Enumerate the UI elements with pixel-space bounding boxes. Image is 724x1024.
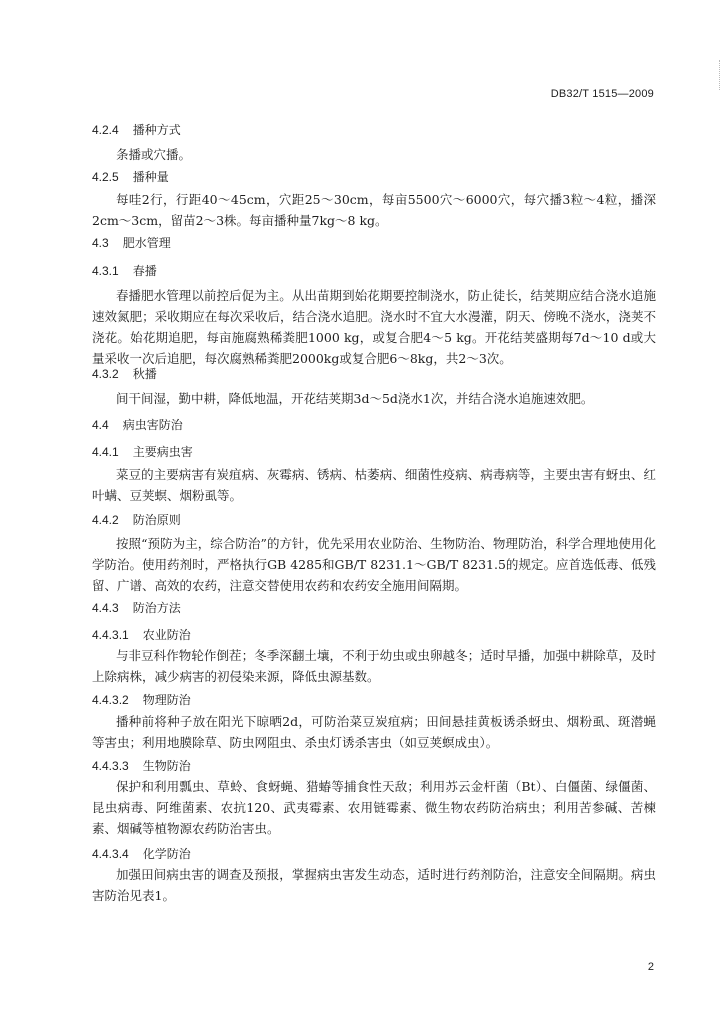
paragraph: 与非豆科作物轮作倒茬；冬季深翻土壤，不利于幼虫或虫卵越冬；适时早播，加强中耕除草，及时上除病株，减少病害的初侵染来源，降低虫源基数。 bbox=[92, 648, 656, 684]
paragraph: 条播或穴播。 bbox=[116, 147, 192, 162]
section-number: 4.4.3.4 bbox=[92, 847, 129, 861]
paragraph: 春播肥水管理以前控后促为主。从出苗期到始花期要控制浇水，防止徒长，结荚期应结合浇水追施速效氮肥；采收期应在每次采收后，结合浇水追肥。浇水时不宜大水漫灌，阴天、傍晚不浇水，浇荚不浇花。始花期追肥，每亩施腐熟稀粪肥1000 kg，或复合肥4～5 kg。开花结荚盛期每7d～10 d或大量采收一次后追肥，每次腐熟稀粪肥2000kg或复合肥6～8kg，共2～3次。 bbox=[92, 288, 656, 366]
section-heading bbox=[92, 365, 157, 382]
section-heading bbox=[92, 234, 171, 251]
section-title: 防治原则 bbox=[132, 513, 181, 527]
section-heading bbox=[92, 691, 191, 708]
section-title: 主要病虫害 bbox=[132, 445, 193, 459]
section-heading bbox=[92, 626, 191, 643]
paragraph: 按照“预防为主，综合防治”的方针，优先采用农业防治、生物防治、物理防治，科学合理地使用化学防治。使用药剂时，严格执行GB 4285和GB/T 8231.1～GB/T 8231.5的规定。应首选低毒、低残留、广谱、高效的农药，注意交替使用农药和农药安全施用间隔期。 bbox=[92, 536, 656, 593]
section-heading bbox=[92, 511, 181, 528]
section-heading bbox=[92, 599, 181, 616]
section-title: 农业防治 bbox=[142, 628, 191, 642]
section-heading bbox=[92, 416, 183, 433]
section-heading bbox=[92, 168, 169, 185]
section-heading bbox=[92, 443, 193, 460]
section-number: 4.4.1 bbox=[92, 445, 119, 459]
section-title: 播种方式 bbox=[132, 123, 181, 137]
section-title: 防治方法 bbox=[132, 601, 181, 615]
section-title: 春播 bbox=[132, 264, 157, 278]
section-number: 4.4.3.1 bbox=[92, 628, 129, 642]
section-number: 4.3 bbox=[92, 236, 109, 250]
section-title: 物理防治 bbox=[142, 693, 191, 707]
paragraph: 菜豆的主要病害有炭疽病、灰霉病、锈病、枯萎病、细菌性疫病、病毒病等，主要虫害有蚜虫、红叶螨、豆荚螟、烟粉虱等。 bbox=[92, 467, 656, 503]
section-number: 4.4.3.2 bbox=[92, 693, 129, 707]
paragraph: 加强田间病虫害的调查及预报，掌握病虫害发生动态，适时进行药剂防治，注意安全间隔期。病虫害防治见表1。 bbox=[92, 867, 656, 903]
page-number: 2 bbox=[647, 961, 654, 973]
section-title: 化学防治 bbox=[142, 847, 191, 861]
section-number: 4.3.1 bbox=[92, 264, 119, 278]
section-title: 生物防治 bbox=[142, 759, 191, 773]
scan-edge-mark bbox=[719, 60, 724, 90]
section-heading bbox=[92, 262, 157, 279]
section-heading bbox=[92, 121, 181, 138]
section-title: 病虫害防治 bbox=[122, 418, 183, 432]
section-heading bbox=[92, 757, 191, 774]
section-number: 4.4.2 bbox=[92, 513, 119, 527]
paragraph: 保护和利用瓢虫、草蛉、食蚜蝇、猎蝽等捕食性天敌；利用苏云金杆菌（Bt）、白僵菌、绿僵菌、昆虫病毒、阿维菌素、农抗120、武夷霉素、农用链霉素、微生物农药防治病虫；利用苦参碱、苦楝素、烟碱等植物源农药防治害虫。 bbox=[92, 779, 656, 836]
section-number: 4.4 bbox=[92, 418, 109, 432]
standard-code: DB32/T 1515—2009 bbox=[550, 88, 654, 100]
paragraph: 间干间湿，勤中耕，降低地温，开花结荚期3d～5d浇水1次，并结合浇水追施速效肥。 bbox=[116, 391, 594, 406]
section-number: 4.2.4 bbox=[92, 123, 119, 137]
section-number: 4.4.3.3 bbox=[92, 759, 129, 773]
section-title: 播种量 bbox=[132, 170, 169, 184]
section-heading bbox=[92, 845, 191, 862]
section-number: 4.4.3 bbox=[92, 601, 119, 615]
section-title: 秋播 bbox=[132, 367, 157, 381]
paragraph: 播种前将种子放在阳光下晾晒2d，可防治菜豆炭疽病；田间悬挂黄板诱杀蚜虫、烟粉虱、斑潜蝇等害虫；利用地膜除草、防虫网阻虫、杀虫灯诱杀害虫（如豆荚螟成虫）。 bbox=[92, 714, 656, 750]
section-number: 4.3.2 bbox=[92, 367, 119, 381]
section-title: 肥水管理 bbox=[122, 236, 171, 250]
section-number: 4.2.5 bbox=[92, 170, 119, 184]
paragraph: 每哇2行，行距40～45cm，穴距25～30cm，每亩5500穴～6000穴，每穴播3粒～4粒，播深2cm～3cm，留苗2～3株。每亩播种量7kg～8 kg。 bbox=[92, 192, 656, 228]
